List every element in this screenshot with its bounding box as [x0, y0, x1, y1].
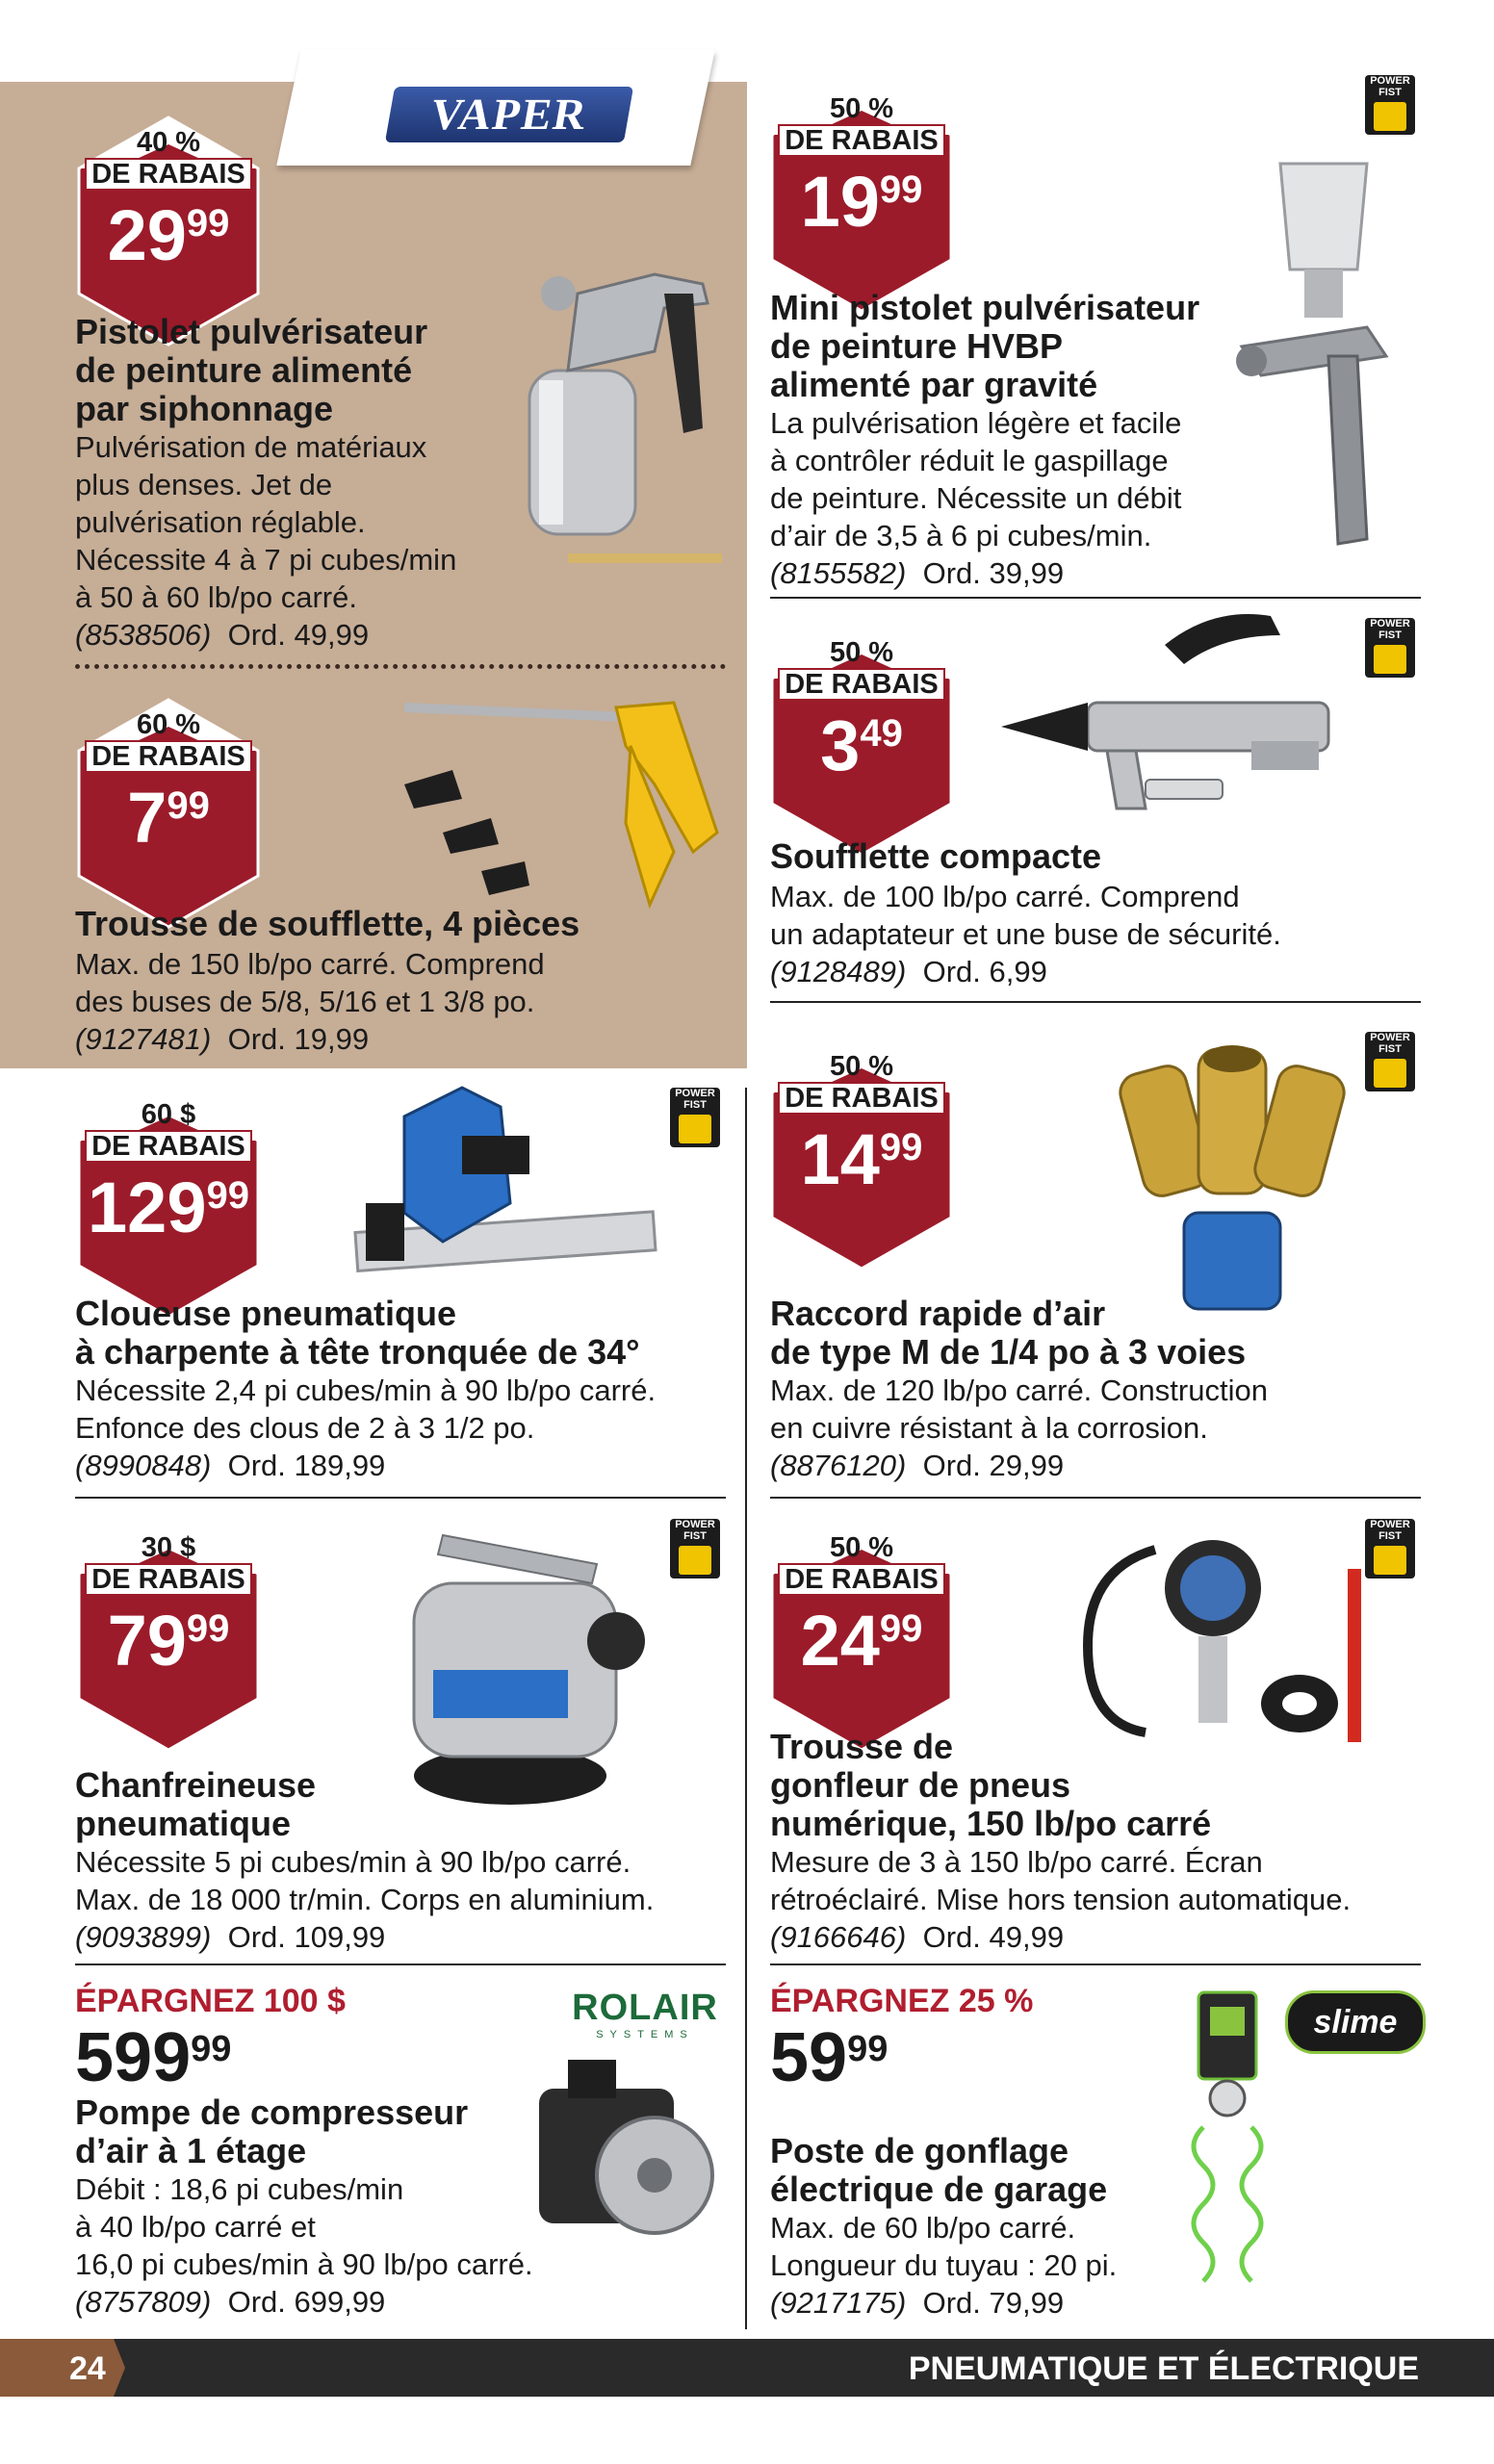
price-badge [77, 1521, 260, 1752]
product-description: Nécessite 5 pi cubes/min à 90 lb/po carré. Max. de 18 000 tr/min. Corps en aluminium. (9093899) Ord. 109,99 [75, 1845, 655, 1954]
discount-label: DE RABAIS [85, 1563, 252, 1596]
chamfer-tool-image [375, 1516, 645, 1814]
section-title: PNEUMATIQUE ET ÉLECTRIQUE [908, 2350, 1419, 2387]
product-title: Raccord rapide d’air de type M de 1/4 po à 3 voies [770, 1294, 1247, 1372]
footer-bar [0, 2339, 1494, 2397]
powerfist-logo: POWER FIST [1365, 75, 1415, 135]
product-title: Pompe de compresseur d’air à 1 étage [75, 2092, 469, 2170]
sale-price: 1999 [800, 162, 923, 242]
discount-percent: 50 % [829, 637, 894, 668]
slime-logo: slime [1285, 1990, 1426, 2054]
product-title: Trousse de soufflette, 4 pièces [75, 904, 580, 943]
spray-gun-image [510, 236, 741, 602]
row-divider [75, 1964, 726, 1965]
price-badge [770, 82, 953, 313]
tire-inflator-kit-image [1069, 1511, 1415, 1790]
product-description: Mesure de 3 à 150 lb/po carré. Écran rétroéclairé. Mise hors tension automatique. (9166646) Ord. 49,99 [770, 1845, 1352, 1954]
powerfist-logo: POWER FIST [1365, 618, 1415, 678]
discount-label: DE RABAIS [85, 1130, 252, 1163]
powerfist-logo: POWER FIST [670, 1088, 720, 1147]
row-divider [75, 1497, 726, 1499]
discount-label: DE RABAIS [85, 740, 252, 773]
sale-price: 59999 [75, 2019, 232, 2096]
product-description: Max. de 60 lb/po carré. Longueur du tuyau : 20 pi. (9217175) Ord. 79,99 [770, 2211, 1118, 2320]
product-description: Débit : 18,6 pi cubes/min à 40 lb/po carré et 16,0 pi cubes/min à 90 lb/po carré. (8757809) Ord. 699,99 [75, 2172, 533, 2319]
price-badge [77, 1088, 260, 1319]
product-description: Max. de 150 lb/po carré. Comprend des buses de 5/8, 5/16 et 1 3/8 po. (9127481) Ord. 19,99 [75, 947, 545, 1056]
product-title: Pistolet pulvérisateur de peinture alimenté par siphonnage [75, 312, 428, 428]
sale-price: 349 [820, 706, 903, 785]
sale-price: 2499 [800, 1601, 923, 1681]
sale-price: 12999 [88, 1168, 249, 1247]
dotted-divider [75, 664, 726, 669]
product-title: Chanfreineuse pneumatique [75, 1765, 317, 1843]
discount-label: DE RABAIS [85, 158, 252, 191]
price-badge [770, 1040, 953, 1270]
sale-price: 1499 [800, 1119, 923, 1199]
discount-percent: 40 % [136, 127, 201, 158]
discount-label: DE RABAIS [778, 124, 945, 157]
row-divider [770, 1964, 1421, 1965]
product-title: Poste de gonflage électrique de garage [770, 2131, 1108, 2209]
product-description: Pulvérisation de matériaux plus denses. Jet de pulvérisation réglable. Nécessite 4 à 7 pi cubes/min à 50 à 60 lb/po carré. (8538506) Ord. 49,99 [75, 430, 457, 652]
powerfist-logo: POWER FIST [1365, 1519, 1415, 1578]
discount-label: DE RABAIS [778, 668, 945, 701]
savings-label: ÉPARGNEZ 25 % [770, 1983, 1034, 2019]
product-description: Max. de 100 lb/po carré. Comprend un adaptateur et une buse de sécurité. (9128489) Ord. 6,99 [770, 880, 1281, 988]
discount-label: DE RABAIS [778, 1082, 945, 1115]
price-badge [770, 1521, 953, 1752]
vaper-logo: VAPER [385, 87, 633, 142]
sale-price: 5999 [770, 2019, 889, 2096]
product-title: Soufflette compacte [770, 836, 1102, 876]
price-badge [770, 626, 953, 857]
framing-nailer-image [318, 1078, 664, 1280]
savings-label: ÉPARGNEZ 100 $ [75, 1983, 346, 2019]
row-divider [770, 597, 1421, 599]
discount-label: DE RABAIS [778, 1563, 945, 1596]
garage-inflator-station-image [1165, 1983, 1290, 2310]
price-badge [77, 698, 260, 929]
product-description: La pulvérisation légère et facile à contrôler réduit le gaspillage de peinture. Nécessite un débit d’air de 3,5 à 6 pi cubes/min. (8155582) Ord. 39,99 [770, 406, 1182, 590]
row-divider [770, 1001, 1421, 1003]
blow-gun-kit-image [385, 679, 732, 919]
product-description: Nécessite 2,4 pi cubes/min à 90 lb/po carré. Enfonce des clous de 2 à 3 1/2 po. (8990848) Ord. 189,99 [75, 1373, 657, 1482]
row-divider [770, 1497, 1421, 1499]
page-number-tab [0, 2339, 125, 2397]
discount-percent: 50 % [829, 1051, 894, 1082]
discount-percent: 50 % [829, 1532, 894, 1563]
product-description: Max. de 120 lb/po carré. Construction en cuivre résistant à la corrosion. (8876120) Ord. 29,99 [770, 1373, 1268, 1482]
sale-price: 2999 [107, 195, 230, 275]
sale-price: 7999 [107, 1601, 230, 1681]
sale-price: 799 [127, 778, 210, 858]
product-title: Mini pistolet pulvérisateur de peinture HVBP alimenté par gravité [770, 288, 1200, 404]
discount-percent: 60 $ [141, 1099, 196, 1130]
product-title: Trousse de gonfleur de pneus numérique, 150 lb/po carré [770, 1727, 1212, 1843]
gravity-spray-gun-image [1223, 154, 1415, 558]
page-number: 24 [69, 2350, 106, 2387]
discount-percent: 50 % [829, 93, 894, 124]
rolair-logo: ROLAIR SYSTEMS [572, 1988, 718, 2040]
powerfist-logo: POWER FIST [1365, 1032, 1415, 1091]
compact-blow-gun-image [992, 606, 1357, 828]
discount-percent: 30 $ [141, 1532, 196, 1563]
product-title: Cloueuse pneumatique à charpente à tête tronquée de 34° [75, 1294, 640, 1372]
discount-percent: 60 % [136, 709, 201, 740]
column-divider [745, 1088, 747, 2329]
powerfist-logo: POWER FIST [670, 1519, 720, 1578]
coupler-image [1107, 1040, 1357, 1319]
compressor-pump-image [510, 2050, 732, 2243]
